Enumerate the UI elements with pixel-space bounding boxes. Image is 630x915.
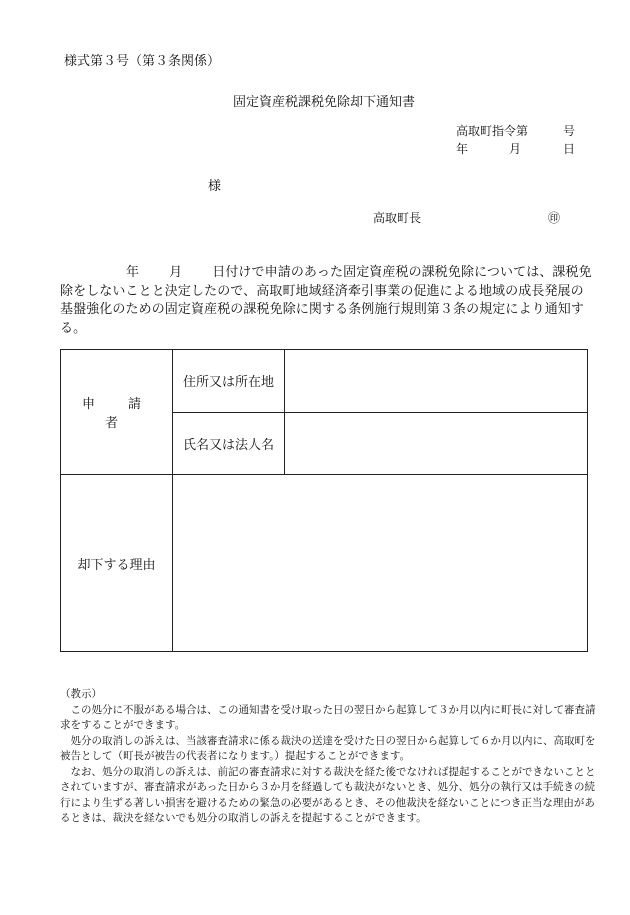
notice-body	[60, 264, 592, 338]
instruction-item: この処分に不服がある場合は、この通知書を受け取った日の翌日から起算して３か月以内に町長に対して審査請求をすることができます。	[60, 703, 596, 731]
issue-date-year: 年	[456, 142, 469, 156]
body-month: 月	[169, 265, 183, 280]
rejection-reason-label: 却下する理由	[61, 475, 173, 652]
seal-mark: ㊞	[548, 211, 561, 225]
form-number-label: 様式第３号（第３条関係）	[64, 54, 221, 69]
name-label: 氏名又は法人名	[173, 412, 285, 475]
issue-date-day: 日	[563, 142, 576, 156]
applicant-label: 申 請 者	[61, 350, 173, 475]
instructions-section	[60, 687, 596, 827]
document-number-prefix: 高取町指令第	[456, 124, 529, 138]
instruction-item: なお、処分の取消しの訴えは、前記の審査請求に対する裁決を経た後でなければ提起することができないこととされていますが、審査請求があった日から３か月を経過しても裁決がないとき、処分、処分の執行又は手続きの続行により生ずる著しい損害を避けるための緊急の必要があるとき、その他裁決を経ないことにつき正当な理由があるときは、裁決を経ないでも処分の取消しの訴えを提起することができます。	[60, 765, 596, 824]
application-table	[60, 349, 588, 652]
address-field	[285, 350, 588, 413]
name-field	[285, 412, 588, 475]
instruction-item: 処分の取消しの訴えは、当該審査請求に係る裁決の送達を受けた日の翌日から起算して６か月以内に、高取町を被告として（町長が被告の代表者になります。）提起することができます。	[60, 734, 596, 762]
issue-date-month: 月	[509, 142, 522, 156]
document-number-suffix: 号	[563, 124, 576, 138]
addressee-honorific: 様	[208, 179, 222, 194]
body-year: 年	[126, 265, 140, 280]
sender-name: 高取町長	[373, 211, 422, 225]
address-label: 住所又は所在地	[173, 350, 285, 413]
body-text: 日付けで申請のあった固定資産税の課税免除については、課税免除をしないことと決定したので、高取町地域経済牽引事業の促進による地域の成長発展の基盤強化のための固定資産税の課税免除に関する条例施行規則第３条の規定により通知する。	[60, 265, 592, 336]
instructions-heading: （教示）	[60, 688, 102, 700]
document-title: 固定資産税課税免除却下通知書	[232, 95, 415, 110]
rejection-reason-field	[173, 475, 588, 652]
